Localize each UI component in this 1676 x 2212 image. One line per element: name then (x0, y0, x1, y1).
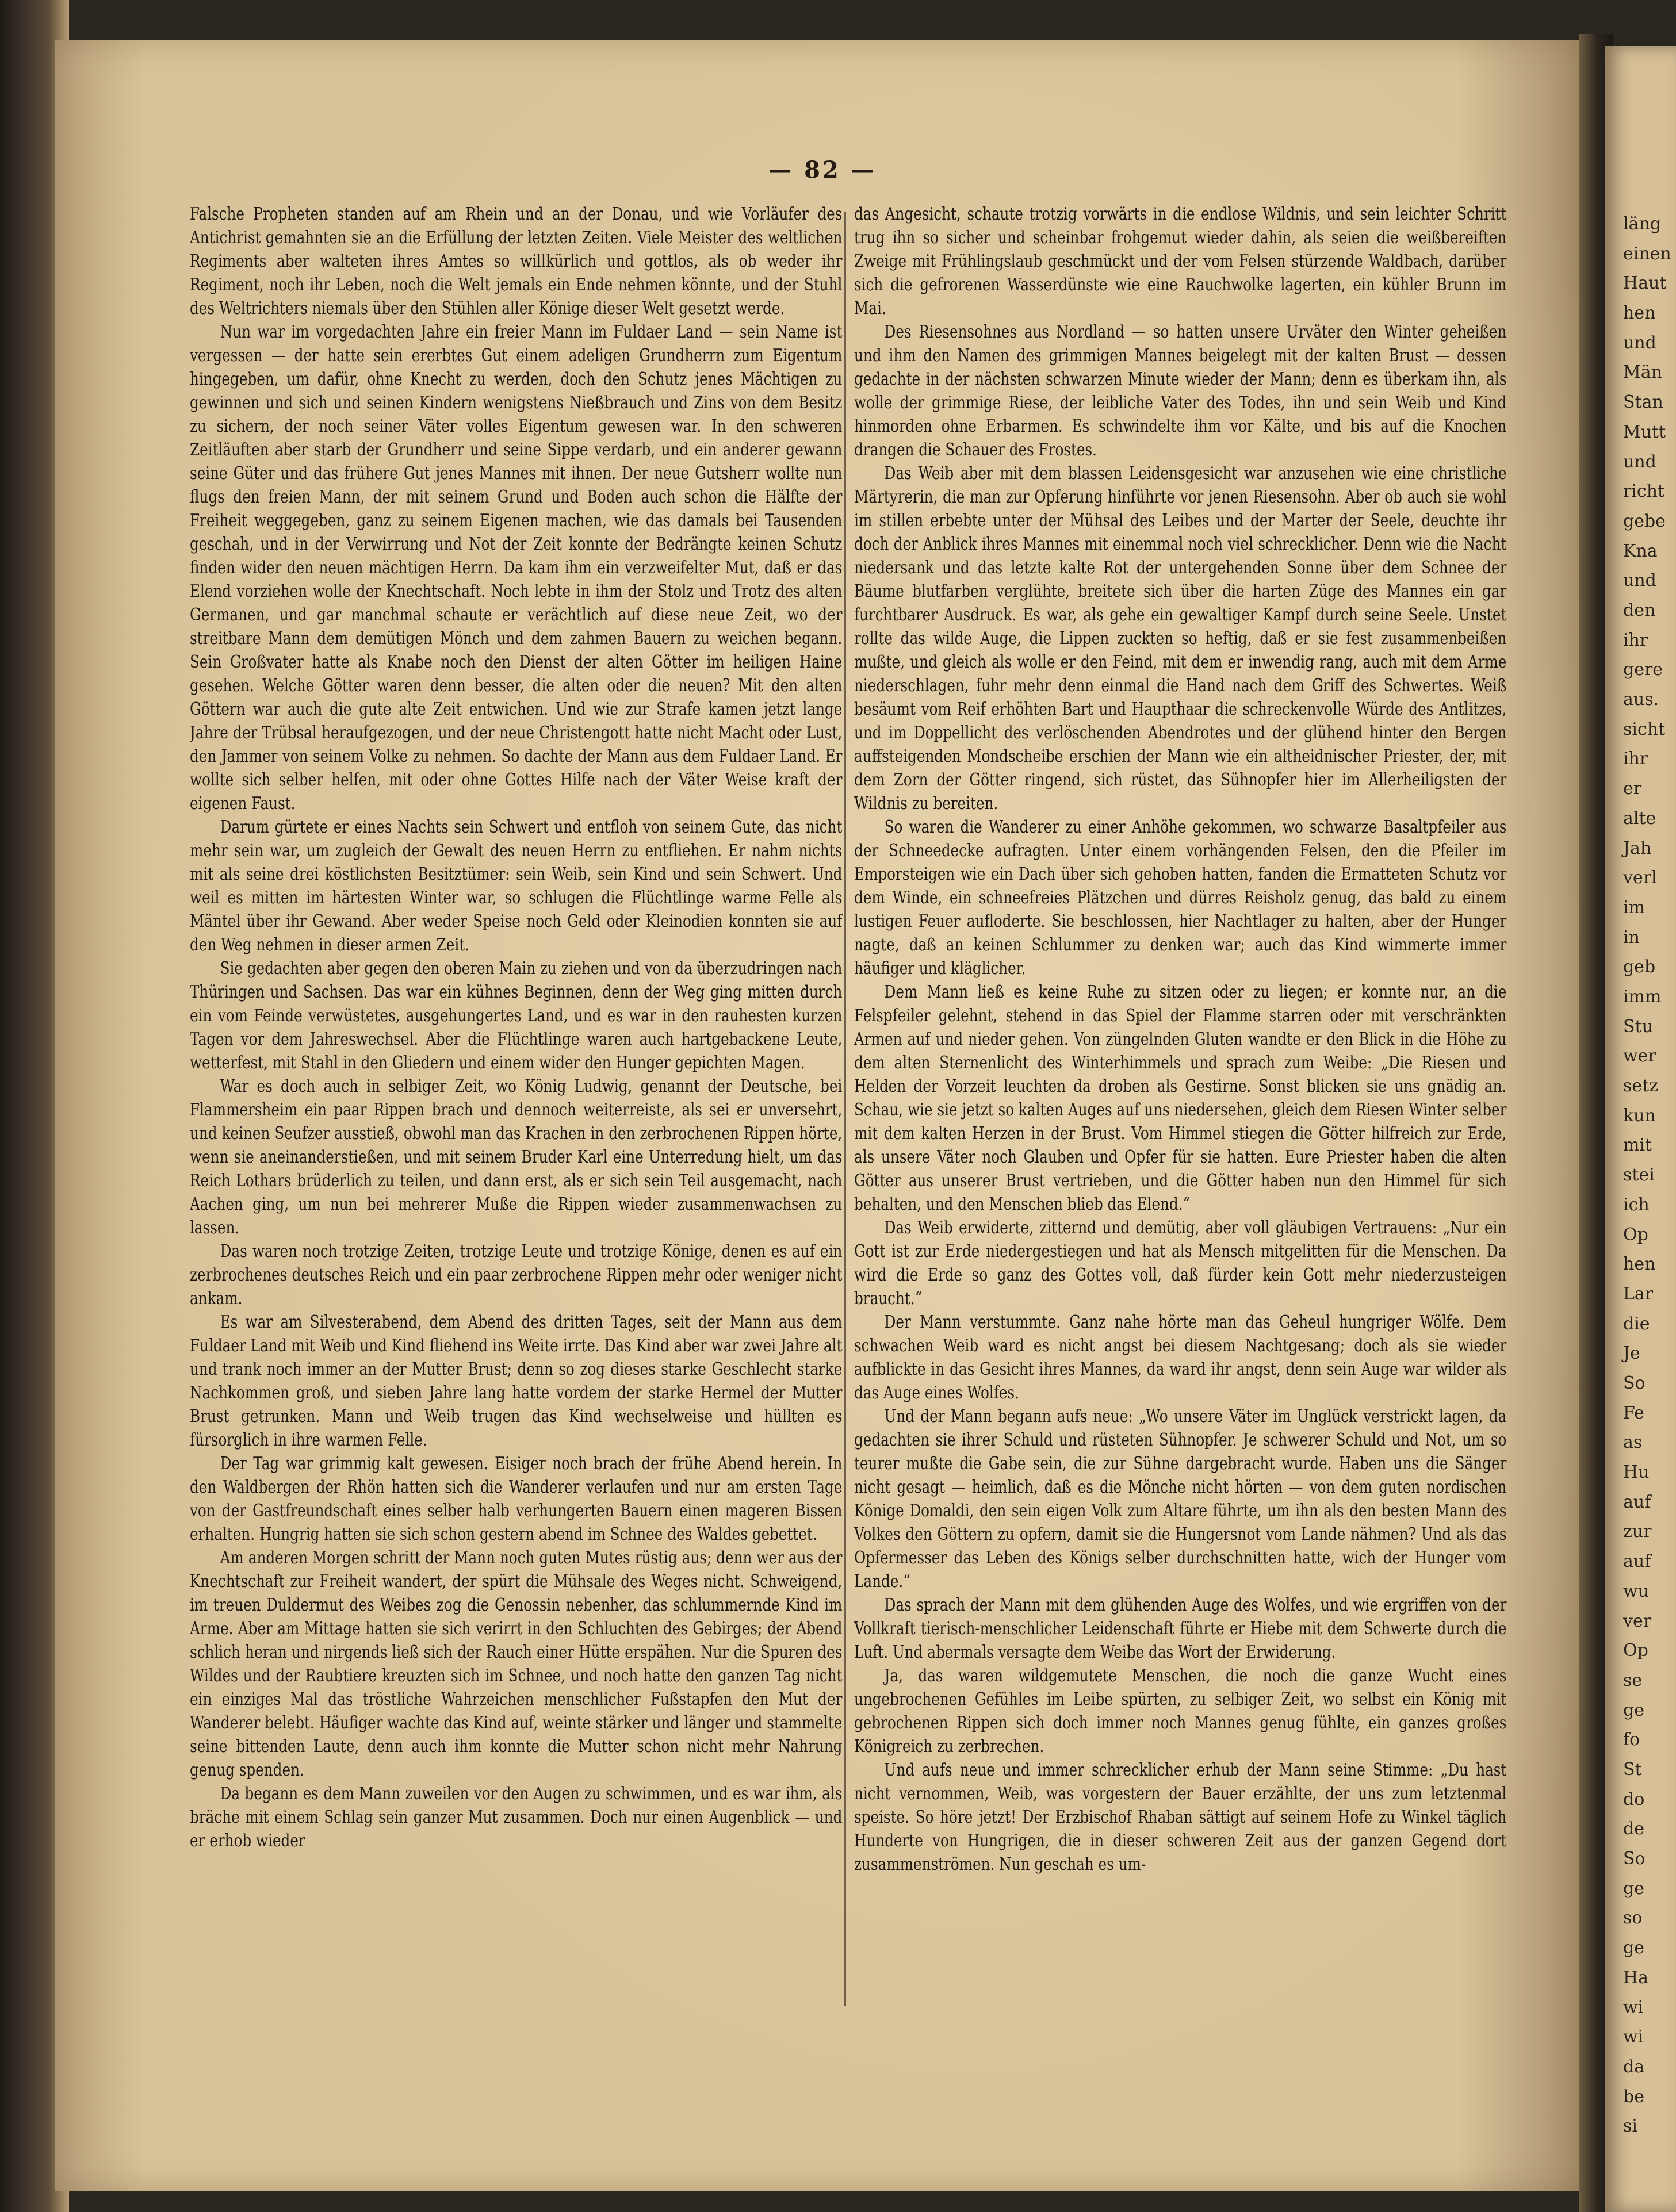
next-page-fragment: stei (1623, 1165, 1655, 1185)
next-page-fragment: St (1623, 1759, 1642, 1780)
paragraph: das Angesicht, schaute trotzig vorwärts in die endlose Wildnis, und sein leichter Schritt trug ihn so sicher und scheinbar frohgemut wieder dahin, als seien die weißbereiften Zweige mit Frühlingslaub geschmückt und der vom Felsen stürzende Waldbach, darüber sich die gefrorenen Wasserdünste wie eine Rauchwolke lagerten, ein kühler Brunn im Mai. (854, 204, 1507, 319)
next-page-fragment: er (1623, 779, 1642, 799)
paragraph: Darum gürtete er eines Nachts sein Schwert und entfloh von seinem Gute, das nicht mehr sein war, um zugleich der Gewalt des neuen Herrn zu entfliehen. Er nahm nichts mit als seine drei köstlichsten Besitztümer: sein Weib, sein Kind und sein Schwert. Und weil es mitten im härtesten Winter war, so schlugen die Flüchtlinge warme Felle als Mäntel über ihr Gewand. Aber weder Speise noch Geld oder Kleinodien konnten sie auf den Weg nehmen in dieser armen Zeit. (190, 817, 843, 955)
paragraph: Falsche Propheten standen auf am Rhein und an der Donau, und wie Vorläufer des Antichrist gemahnten sie an die Erfüllung der letzten Zeiten. Viele Meister des weltlichen Regiments aber walteten ihres Amtes so willkürlich und gottlos, als ob weder ihr Regiment, noch ihr Leben, noch die Welt jemals ein Ende nehmen könnte, und der Stuhl des Weltrichters niemals über den Stühlen aller Könige dieser Welt gesetzt werde. (190, 204, 843, 319)
next-page-fragment: do (1623, 1789, 1645, 1810)
page-number: — 82 — (768, 156, 877, 183)
column-divider (844, 212, 846, 2006)
next-page-fragment: die (1623, 1314, 1650, 1334)
next-page-fragment: sicht (1623, 719, 1666, 739)
next-page-fragment: de (1623, 1819, 1644, 1839)
next-page-fragment: hen (1623, 1254, 1656, 1274)
next-page-fragment: wi (1623, 2027, 1644, 2047)
next-page-fragment: in (1623, 927, 1640, 948)
paragraph: Das sprach der Mann mit dem glühenden Auge des Wolfes, und wie ergriffen von der Vollkraft tierisch-menschlicher Leidenschaft führte er Hiebe mit dem Schwerte durch die Luft. Und abermals versagte dem Weibe das Wort der Erwiderung. (854, 1595, 1507, 1662)
next-page-fragment: auf (1623, 1492, 1651, 1512)
next-page-fragment: gebe (1623, 511, 1666, 531)
paragraph: Und aufs neue und immer schrecklicher erhub der Mann seine Stimme: „Du hast nicht vernommen, Weib, was vorgestern der Bauer erzählte, der uns zum letztenmal speiste. So höre jetzt! Der Erzbischof Rhaban sättigt auf seinem Hofe zu Winkel täglich Hunderte von Hungrigen, die in dieser schweren Zeit aus der ganzen Gegend dort zusammenströmen. Nun geschah es um- (854, 1760, 1507, 1874)
next-page-fragment: be (1623, 2087, 1644, 2107)
next-page-fragment: So (1623, 1373, 1646, 1393)
paragraph: Das Weib aber mit dem blassen Leidensgesicht war anzusehen wie eine christliche Märtyrerin, die man zur Opferung hinführte vor jenen Riesensohn. Aber ob auch sie wohl im stillen erbebte unter der Mühsal des Leibes und der Marter der Seele, deuchte ihr doch der Anblick ihres Mannes mit einemmal noch viel schrecklicher. Denn wie die Nacht niedersank und das letzte kalte Rot der untergehenden Sonne über dem Schnee der Bäume blutfarben verglühte, breitete sich über die harten Züge des Mannes ein gar furchtbarer Ausdruck. Es war, als gehe ein gewaltiger Kampf durch seine Seele. Unstet rollte das wilde Auge, die Lippen zuckten so heftig, daß er sie fest zusammenbeißen mußte, und gleich als wolle er den Feind, mit dem er inwendig rang, auch mit dem Arme niederschlagen, fuhr mehr denn einmal die Hand nach dem Griff des Schwertes. Weiß besäumt vom Reif erhöhten Bart und Haupthaar die schreckenvolle Würde des Antlitzes, und im Doppellicht des verlöschenden Abendrotes und der glühend hinter den Bergen auffsteigenden Mondscheibe erschien der Mann wie ein altheidnischer Priester, der, mit dem Zorn der Götter ringend, sich rüstet, das Sühnopfer hier im Allerheiligsten der Wildnis zu bereiten. (854, 463, 1507, 814)
next-page-fragment: Män (1623, 362, 1662, 382)
next-page-fragment: setz (1623, 1076, 1659, 1096)
paragraph: Der Mann verstummte. Ganz nahe hörte man das Geheul hungriger Wölfe. Dem schwachen Weib ward es nicht angst bei diesem Nachtgesang; doch als sie wieder aufblickte in das Gesicht ihres Mannes, da ward ihr angst, denn sein Auge war wilder als das Auge eines Wolfes. (854, 1312, 1507, 1403)
next-page-fragment: Lar (1623, 1284, 1654, 1304)
next-page-fragment: Op (1623, 1640, 1648, 1661)
next-page-fragment: ge (1623, 1938, 1644, 1958)
paragraph: Das Weib erwiderte, zitternd und demütig, aber voll gläubigen Vertrauens: „Nur ein Gott ist zur Erde niedergestiegen und hat als Mensch mitgelitten für die Menschen. Da wird die Erde so ganz des Gottes voll, daß fürder kein Gott mehr niederzusteigen braucht.“ (854, 1218, 1507, 1309)
paragraph: Und der Mann begann aufs neue: „Wo unsere Väter im Unglück verstrickt lagen, da gedachten sie ihrer Schuld und rüsteten Sühnopfer. Je schwerer Schuld und Not, um so teurer mußte die Gabe sein, die zur Sühne dargebracht wurde. Haben uns die Sänger nicht gesagt — heimlich, daß es die Mönche nicht hörten — von dem guten nordischen Könige Domaldi, den sein eigen Volk zum Altare führte, um ihn als den besten Mann des Volkes den Göttern zu opfern, damit sie die Hungersnot vom Lande nähmen? Und als das Opfermesser das Leben des Königs selber durchschnitten hatte, wich der Hunger vom Lande.“ (854, 1406, 1507, 1592)
next-page-fragment: und (1623, 333, 1656, 353)
next-page-fragment: ge (1623, 1700, 1644, 1720)
next-page-fragment: se (1623, 1670, 1643, 1690)
next-page-fragment: fo (1623, 1730, 1640, 1750)
next-page-fragment: imm (1623, 987, 1662, 1007)
paragraph: Das waren noch trotzige Zeiten, trotzige Leute und trotzige Könige, denen es auf ein zerbrochenes deutsches Reich und ein paar zerbrochene Rippen mehr oder weniger nicht ankam. (190, 1241, 843, 1309)
next-page-fragment: mit (1623, 1135, 1652, 1155)
next-page-fragment: im (1623, 898, 1646, 918)
next-page-fragment: kun (1623, 1106, 1656, 1126)
next-page-fragment: einen (1623, 244, 1671, 264)
next-page-edge (1605, 46, 1676, 2212)
next-page-fragment: ge (1623, 1879, 1644, 1899)
next-page-fragment: Kna (1623, 541, 1658, 561)
next-page-fragment: Stan (1623, 392, 1663, 412)
next-page-fragment: Stu (1623, 1017, 1653, 1037)
paragraph: So waren die Wanderer zu einer Anhöhe gekommen, wo schwarze Basaltpfeiler aus der Schneedecke aufragten. Unter einem vorhängenden Felsen, den die Pfeiler im Emporsteigen wie ein Dach über sich gehoben hatten, fanden die Ermatteten Schutz vor dem Winde, ein schneefreies Plätzchen und dürres Reisholz genug, das bald zu einem lustigen Feuer aufloderte. Sie beschlossen, hier Nachtlager zu halten, aber der Hunger nagte, daß an keinen Schlummer zu denken war; auch das Kind wimmerte immer häufiger und kläglicher. (854, 817, 1507, 979)
next-page-fragment: geb (1623, 957, 1656, 977)
next-page-fragment: und (1623, 570, 1656, 591)
next-page-fragment: richt (1623, 481, 1665, 501)
paragraph: Sie gedachten aber gegen den oberen Main zu ziehen und von da überzudringen nach Thüringen und Sachsen. Das war ein kühnes Beginnen, denn der Weg ging mitten durch ein vom Feinde verwüstetes, ausgehungertes Land, und es war in den rauhesten kurzen Tagen vor dem Jahreswechsel. Aber die Flüchtlinge waren auch hartgebackene Leute, wetterfest, mit Stahl in den Gliedern und einem wider den Hunger gepichten Magen. (190, 959, 843, 1073)
next-page-fragment: auf (1623, 1551, 1651, 1571)
paragraph: Am anderen Morgen schritt der Mann noch guten Mutes rüstig aus; denn wer aus der Knechtschaft zur Freiheit wandert, der spürt die Mühsale des Weges nicht. Schweigend, im treuen Duldermut des Weibes zog die Genossin nebenher, das schlummernde Kind im Arme. Aber am Mittage hatten sie sich verirrt in den Schluchten des Gebirges; der Abend schlich heran und nirgends ließ sich der Rauch einer Hütte erspähen. Nur die Spuren des Wildes und der Raubtiere kreuzten sich im Schnee, und noch hatte den ganzen Tag nicht ein einziges Mal das tröstliche Wahrzeichen menschlicher Fußstapfen den Mut der Wanderer belebt. Häufiger wachte das Kind auf, weinte stärker und länger und stammelte seine bittenden Laute, denn auch ihm konnte die Mutter schon nicht mehr Nahrung genug spenden. (190, 1548, 843, 1780)
next-page-fragment: ihr (1623, 630, 1648, 650)
paragraph: Der Tag war grimmig kalt gewesen. Eisiger noch brach der frühe Abend herein. In den Waldbergen der Rhön hatten sich die Wanderer verlaufen und nur am ersten Tage von der Gastfreundschaft eines selber halb verhungerten Bauern einen mageren Bissen erhalten. Hungrig hatten sie sich schon gestern abend im Schnee des Waldes gebettet. (190, 1454, 843, 1544)
next-page-fragment: den (1623, 600, 1656, 620)
next-page-fragment: alte (1623, 808, 1656, 829)
next-page-fragment: Hu (1623, 1462, 1650, 1482)
next-page-fragment: as (1623, 1432, 1643, 1452)
paragraph: Nun war im vorgedachten Jahre ein freier Mann im Fuldaer Land — sein Name ist vergessen — der hatte sein ererbtes Gut einem adeligen Grundherrn zum Eigentum hingegeben, um dafür, ohne Knecht zu werden, doch den Schutz jenes Mächtigen zu gewinnen und sich und seinen Kindern wenigstens Nießbrauch und Zins von dem Besitz zu sichern, der noch seiner Väter volles Eigentum gewesen war. In den schweren Zeitläuften aber starb der Grundherr und seine Sippe verdarb, und ein anderer gewann seine Güter und das frühere Gut jenes Mannes mit ihnen. Der neue Gutsherr wollte nun flugs den freien Mann, der mit seinem Grund und Boden auch schon die Hälfte der Freiheit weggegeben, ganz zu seinem Eigenen machen, wie das damals bei Tausenden geschah, und in der Verwirrung und Not der Zeit konnte der Bedrängte keinen Schutz finden wider den neuen mächtigen Herrn. Da kam ihm ein verzweifelter Mut, daß er das Elend vorziehen wolle der Knechtschaft. Noch lebte in ihm der Stolz und Trotz des alten Germanen, und gar manchmal schaute er verächtlich auf diese neue Zeit, wo der streitbare Mann dem demütigen Mönch und dem zahmen Bauern zu weichen begann. Sein Großvater hatte als Knabe noch den Dienst der alten Götter im heiligen Haine gesehen. Welche Götter waren denn besser, die alten oder die neuen? Mit den alten Göttern war auch die gute alte Zeit entwichen. Und wie zur Strafe kamen jetzt lange Jahre der Trübsal heraufgezogen, und der neue Christengott hatte nicht Macht oder Lust, den Jammer von seinem Volke zu nehmen. So dachte der Mann aus dem Fuldaer Land. Er wollte sich selber helfen, mit oder ohne Gottes Hilfe nach der Väter Weise kraft der eigenen Faust. (190, 322, 843, 814)
paragraph: Des Riesensohnes aus Nordland — so hatten unsere Urväter den Winter geheißen und ihm den Namen des grimmigen Mannes beigelegt mit der kalten Brust — dessen gedachte in der nächsten schwarzen Minute wieder der Mann; denn es überkam ihn, als wolle der grimmige Riese, der leibliche Vater des Todes, ihn und sein Weib und Kind hinmorden ohne Erbarmen. Es schwindelte ihm vor Kälte, und bis auf die Knochen drangen die Schauer des Frostes. (854, 322, 1507, 460)
next-page-fragment: wi (1623, 1998, 1644, 2018)
next-page-fragment: Ha (1623, 1968, 1649, 1988)
next-page-fragment: so (1623, 1908, 1643, 1928)
next-page-fragment: wu (1623, 1581, 1649, 1601)
next-page-fragment: hen (1623, 303, 1656, 323)
next-page-fragment: ihr (1623, 749, 1648, 769)
next-page-fragment: So (1623, 1849, 1646, 1869)
next-page-fragment: da (1623, 2057, 1645, 2077)
paragraph: Dem Mann ließ es keine Ruhe zu sitzen oder zu liegen; er konnte nur, an die Felspfeiler gelehnt, stehend in das Spiel der Flamme starren oder mit verschränkten Armen auf und nieder gehen. Von züngelnden Gluten wandte er den Blick in die Höhe zu dem alten Sternenlicht des Winterhimmels und sprach zum Weibe: „Die Riesen und Helden der Vorzeit leuchten da droben als Gestirne. Sonst blicken sie uns gnädig an. Schau, wie sie jetzt so kalten Auges auf uns niedersehen, gleich dem Riesen Winter selber mit dem kalten Herzen in der Brust. Vom Himmel stiegen die Götter hilfreich zur Erde, als unsere Väter noch Glauben und Opfer für sie hatten. Eure Priester haben die alten Götter aus unserer Brust vertrieben, und die Götter haben nun den Himmel für sich behalten, und den Menschen blieb das Elend.“ (854, 982, 1507, 1214)
next-page-fragment: und (1623, 452, 1656, 472)
paragraph: Ja, das waren wildgemutete Menschen, die noch die ganze Wucht eines ungebrochenen Gefühles im Leibe spürten, zu selbiger Zeit, wo selbst ein König mit gebrochenen Rippen sich doch immer noch Mannes genug fühlte, ein ganzes großes Königreich zu zerbrechen. (854, 1666, 1507, 1757)
next-page-fragment: Haut (1623, 273, 1667, 293)
next-page-fragment: Fe (1623, 1403, 1644, 1423)
paragraph: Da begann es dem Mann zuweilen vor den Augen zu schwimmen, und es war ihm, als bräche mit einem Schlag sein ganzer Mut zusammen. Doch nur einen Augenblick — und er erhob wieder (190, 1784, 843, 1851)
next-page-fragment: Op (1623, 1225, 1648, 1245)
next-page-fragment: Jah (1623, 838, 1652, 858)
next-page-fragment: verl (1623, 868, 1657, 888)
right-text-column (854, 202, 1648, 2008)
next-page-fragment: läng (1623, 214, 1662, 234)
next-page-fragment: ich (1623, 1195, 1650, 1215)
next-page-fragment: wer (1623, 1046, 1656, 1066)
next-page-fragment: Je (1623, 1343, 1640, 1363)
next-page-fragment: Mutt (1623, 422, 1666, 442)
next-page-fragment: zur (1623, 1521, 1652, 1542)
paragraph: War es doch auch in selbiger Zeit, wo König Ludwig, genannt der Deutsche, bei Flammersheim ein paar Rippen brach und dennoch weiterreiste, als sei er unversehrt, und keinen Seufzer ausstieß, obwohl man das Krachen in den zerbrochenen Rippen hörte, wenn sie aneinanderstießen, und mit seinem Bruder Karl eine Unterredung hielt, um das Reich Lothars brüderlich zu teilen, und dann erst, als er sich sein Teil ausgemacht, nach Aachen ging, um nun bei mehrerer Muße die Rippen wieder zusammenwachsen zu lassen. (190, 1076, 843, 1238)
next-page-fragment: aus. (1623, 689, 1659, 710)
paragraph: Es war am Silvesterabend, dem Abend des dritten Tages, seit der Mann aus dem Fuldaer Land mit Weib und Kind fliehend ins Weite irrte. Das Kind aber war zwei Jahre alt und trank noch immer an der Mutter Brust; denn so zog dieses starke Geschlecht starke Nachkommen groß, und sieben Jahre lang hatte vordem der starke Hermel der Mutter Brust getrunken. Mann und Weib trugen das Kind wechselweise und hüllten es fürsorglich in ihre warmen Felle. (190, 1312, 843, 1450)
next-page-fragment: si (1623, 2116, 1637, 2136)
next-page-fragment: ver (1623, 1611, 1652, 1631)
next-page-fragment: gere (1623, 660, 1663, 680)
